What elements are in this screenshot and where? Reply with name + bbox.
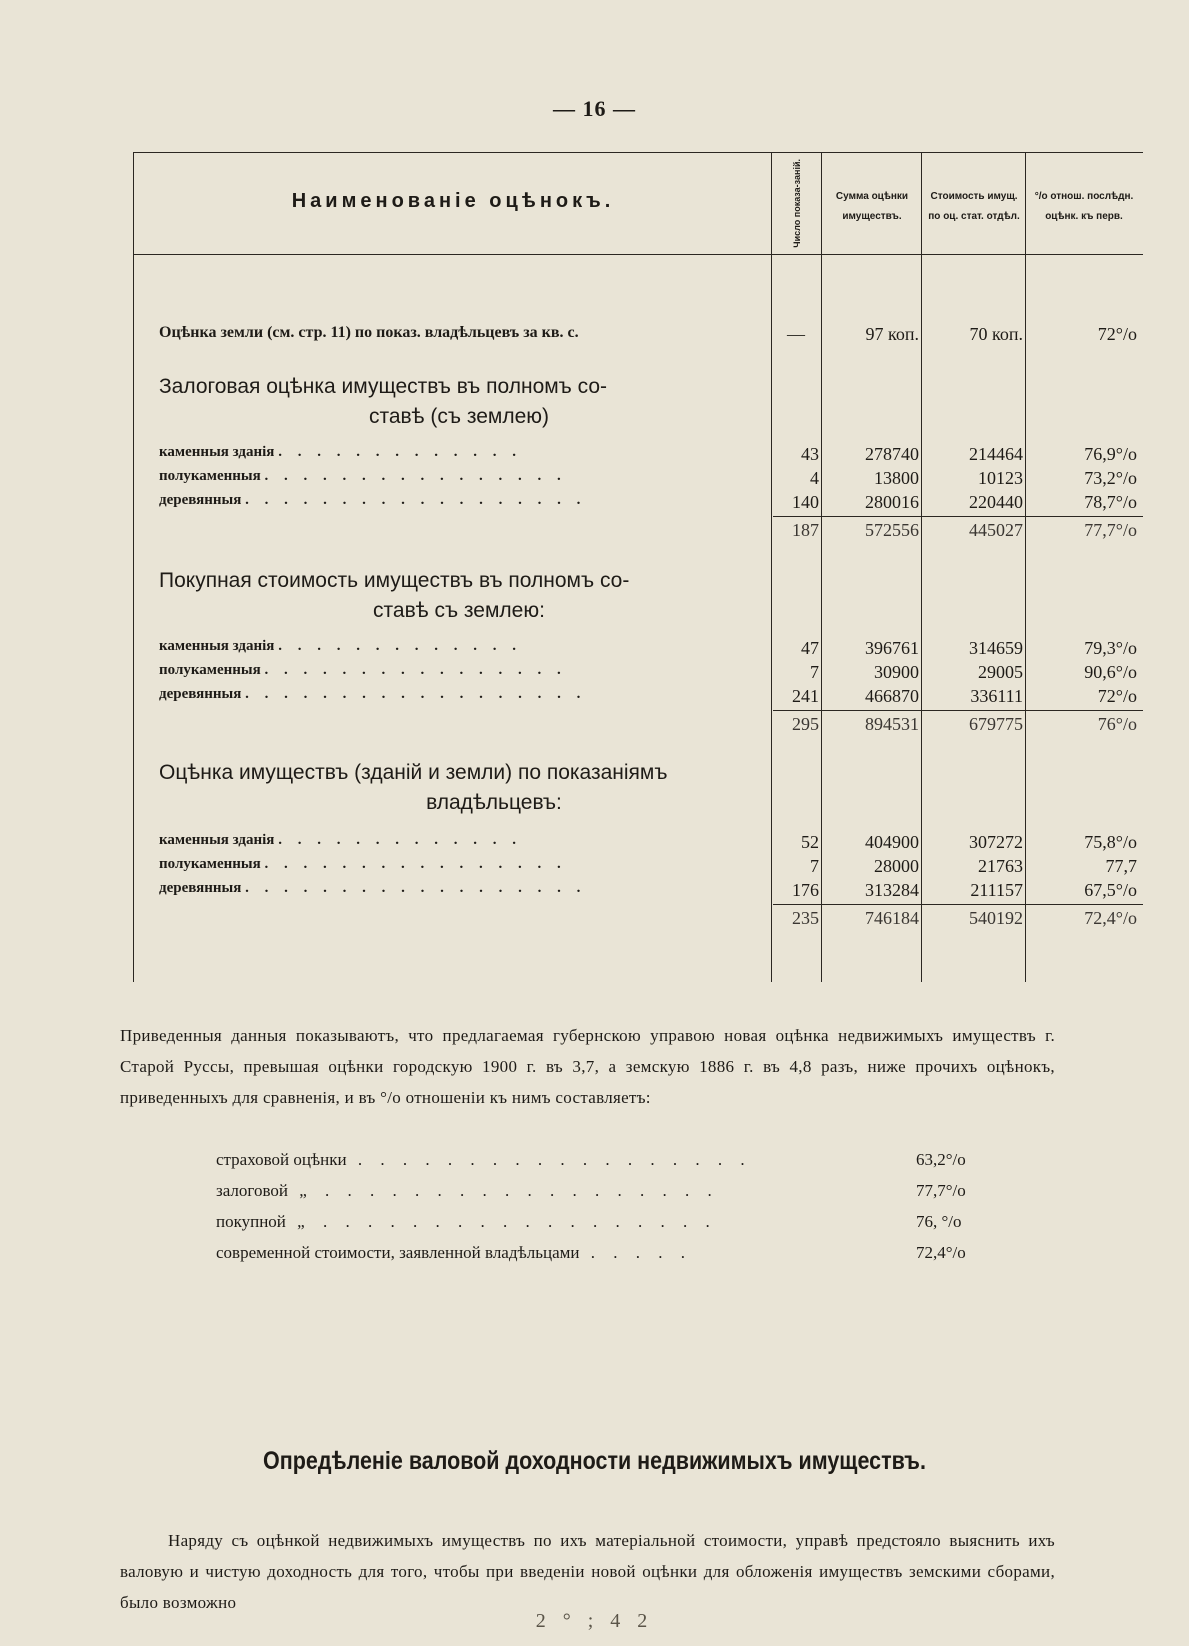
cell-count: 295 [792, 714, 819, 734]
cell-sum: 28000 [874, 856, 919, 876]
cell-count: 187 [792, 520, 819, 540]
cell-count: 241 [792, 686, 819, 706]
cell-sum: 13800 [874, 468, 919, 488]
cell-sum: 396761 [865, 638, 919, 658]
header-sum: Сумма оцѣнки имуществъ. [835, 191, 909, 222]
cell-cost: 679775 [969, 714, 1023, 734]
cell-percent: 73,2°/o [1084, 468, 1137, 488]
total-rule [773, 710, 1143, 711]
cell-cost: 445027 [969, 520, 1023, 540]
header-percent: °/o отнош. послѣдн. оцѣнк. къ перв. [1034, 191, 1134, 222]
table-row [133, 686, 1143, 708]
section-title-line: Покупная стоимость имуществъ въ полномъ со- [159, 569, 630, 592]
cell-count: 4 [810, 468, 819, 488]
summary-value: 77,7°/o [916, 1181, 966, 1200]
total-row [133, 908, 1143, 930]
section-title [159, 566, 759, 626]
row-label: деревянныя . . . . . . . . . . . . . . . . . . [159, 880, 587, 896]
cell-sum: 466870 [865, 686, 919, 706]
cell-cost: 314659 [969, 638, 1023, 658]
list-item [216, 1212, 1016, 1243]
total-row [133, 520, 1143, 542]
cell-count: 7 [810, 662, 819, 682]
header-count [773, 152, 823, 254]
cell-cost: 211157 [970, 880, 1023, 900]
row-label: Оцѣнка земли (см. стр. 11) по показ. владѣльцевъ за кв. с. [159, 324, 579, 341]
cell-cost: 336111 [970, 686, 1023, 706]
table-row [133, 444, 1143, 466]
cell-cost: 70 коп. [969, 324, 1023, 344]
summary-label: современной стоимости, заявленной владѣльцами . . . . . [216, 1243, 692, 1262]
cell-count: 52 [801, 832, 819, 852]
row-label: каменныя зданія . . . . . . . . . . . . . [159, 638, 522, 654]
cell-sum: 572556 [865, 520, 919, 540]
cell-count: 176 [792, 880, 819, 900]
table-row [133, 468, 1143, 490]
cell-sum: 30900 [874, 662, 919, 682]
row-label: полукаменныя . . . . . . . . . . . . . . . . [159, 468, 567, 484]
cell-percent: 75,8°/o [1084, 832, 1137, 852]
cell-cost: 29005 [978, 662, 1023, 682]
cell-count: 235 [792, 908, 819, 928]
table-row [133, 324, 1143, 346]
summary-list [216, 1150, 1016, 1274]
table-row [133, 492, 1143, 514]
summary-value: 63,2°/o [916, 1150, 966, 1169]
cell-cost: 220440 [969, 492, 1023, 512]
cell-percent: 90,6°/o [1084, 662, 1137, 682]
cell-percent: 79,3°/o [1084, 638, 1137, 658]
cell-count: 43 [801, 444, 819, 464]
summary-value: 76, °/o [916, 1212, 962, 1231]
cell-sum: 280016 [865, 492, 919, 512]
table-top-border [133, 152, 1143, 153]
row-label: полукаменныя . . . . . . . . . . . . . . . . [159, 662, 567, 678]
cell-count: 140 [792, 492, 819, 512]
summary-label: покупной „ . . . . . . . . . . . . . . . . . . [216, 1212, 717, 1231]
section-title [159, 758, 759, 818]
cell-percent: 72°/o [1097, 324, 1137, 344]
body-paragraph: Наряду съ оцѣнкой недвижимыхъ имуществъ по ихъ матеріальной стоимости, управѣ предстояло выяснить ихъ валовую и чистую доходность для того, чтобы при введеніи новой оцѣнки для обложенія имуществъ земскими сборами, было возможно [120, 1531, 1055, 1612]
list-item [216, 1150, 1016, 1181]
header-bottom-border [133, 254, 1143, 255]
cell-sum: 404900 [865, 832, 919, 852]
cell-sum: 894531 [865, 714, 919, 734]
table-row [133, 662, 1143, 684]
header-name: Наименованіе оцѣнокъ. [291, 190, 615, 212]
cell-cost: 214464 [969, 444, 1023, 464]
row-label: деревянныя . . . . . . . . . . . . . . . . . . [159, 492, 587, 508]
cell-sum: 313284 [865, 880, 919, 900]
conclusion-paragraph: Приведенныя данныя показываютъ, что предлагаемая губернскою управою новая оцѣнка недвижимыхъ имуществъ г. Старой Руссы, превышая оцѣнки городскую 1900 г. въ 3,7, а земскую 1886 г. въ 4,8 разъ, ниже прочихъ оцѣнокъ, приведенныхъ для сравненія, и въ °/o отношеніи къ нимъ составляетъ: [120, 1026, 1055, 1107]
cell-count: 47 [801, 638, 819, 658]
cell-percent: 77,7°/o [1084, 520, 1137, 540]
cell-cost: 21763 [978, 856, 1023, 876]
summary-label: страховой оцѣнки . . . . . . . . . . . . . . . . . . [216, 1150, 752, 1169]
cell-count: 7 [810, 856, 819, 876]
section-heading: Опредѣленіе валовой доходности недвижимыхъ имуществъ. [263, 1447, 926, 1475]
row-label: деревянныя . . . . . . . . . . . . . . . . . . [159, 686, 587, 702]
table-row [133, 638, 1143, 660]
cell-cost: 10123 [978, 468, 1023, 488]
cell-sum: 278740 [865, 444, 919, 464]
cell-percent: 76°/o [1097, 714, 1137, 734]
cell-percent: 72°/o [1097, 686, 1137, 706]
summary-value: 72,4°/o [916, 1243, 966, 1262]
cell-count: — [787, 324, 805, 344]
section-title-line: Залоговая оцѣнка имуществъ въ полномъ со- [159, 375, 608, 398]
cell-sum: 97 коп. [865, 324, 919, 344]
section-title-line: владѣльцевъ: [426, 791, 562, 814]
table-row [133, 832, 1143, 854]
page-number: — 16 — [553, 96, 636, 121]
cell-sum: 746184 [865, 908, 919, 928]
section-title-line: ставѣ (съ землею) [368, 405, 550, 428]
cell-percent: 76,9°/o [1084, 444, 1137, 464]
footer-mark: 2 ° ; 4 2 [535, 1610, 654, 1632]
assessment-table [133, 152, 1143, 982]
section-title-line: ставѣ съ землею: [373, 599, 545, 622]
section-title-line: Оцѣнка имуществъ (зданій и земли) по показаніямъ [159, 761, 668, 784]
cell-percent: 67,5°/o [1084, 880, 1137, 900]
cell-percent: 78,7°/o [1084, 492, 1137, 512]
table-row [133, 880, 1143, 902]
summary-label: залоговой „ . . . . . . . . . . . . . . . . . . [216, 1181, 719, 1200]
row-label: каменныя зданія . . . . . . . . . . . . . [159, 444, 522, 460]
header-cost: Стоимость имущ. по оц. стат. отдѣл. [928, 191, 1020, 222]
section-title [159, 372, 759, 432]
total-rule [773, 516, 1143, 517]
list-item [216, 1243, 1016, 1274]
total-row [133, 714, 1143, 736]
list-item [216, 1181, 1016, 1212]
table-row [133, 856, 1143, 878]
cell-cost: 540192 [969, 908, 1023, 928]
row-label: полукаменныя . . . . . . . . . . . . . . . . [159, 856, 567, 872]
cell-cost: 307272 [969, 832, 1023, 852]
total-rule [773, 904, 1143, 905]
cell-percent: 72,4°/o [1084, 908, 1137, 928]
header-count-text: Число показа-заній. [792, 158, 803, 248]
row-label: каменныя зданія . . . . . . . . . . . . . [159, 832, 522, 848]
cell-percent: 77,7 [1105, 856, 1137, 876]
